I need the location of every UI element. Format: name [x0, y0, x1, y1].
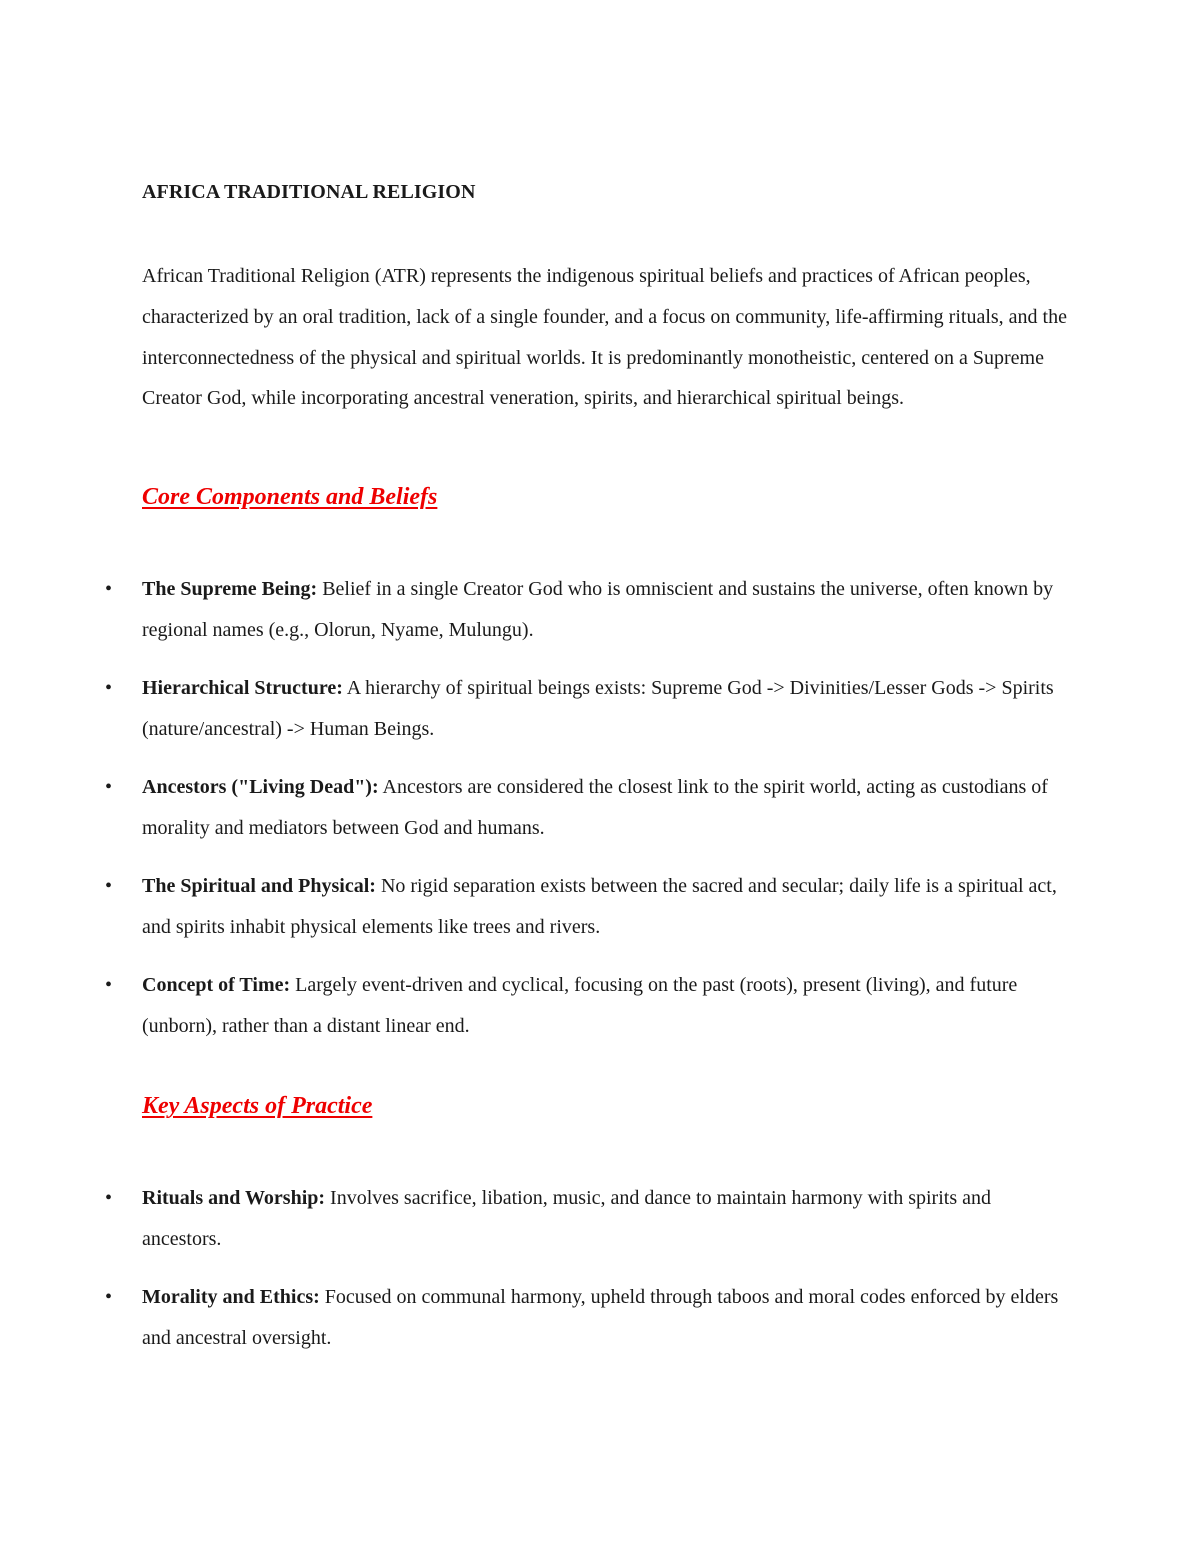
- list-item-text: Ancestors are considered the closest link to the spirit world, acting as custodians of morality and mediators between God and humans.: [142, 776, 1048, 839]
- list-item-text: A hierarchy of spiritual beings exists: Supreme God -> Divinities/Lesser Gods -> Spirits (nature/ancestral) -> Human Beings.: [142, 677, 1054, 740]
- section-heading-key-aspects: Key Aspects of Practice: [142, 1093, 373, 1120]
- bullet-icon: •: [105, 578, 113, 601]
- list-item-term: The Supreme Being:: [142, 578, 318, 601]
- bullet-icon: •: [105, 974, 113, 997]
- list-item-text: No rigid separation exists between the sacred and secular; daily life is a spiritual act, and spirits inhabit physical elements like trees and rivers.: [142, 875, 1057, 938]
- list-item: [105, 767, 1067, 848]
- list-item: [105, 965, 1067, 1046]
- list-item-term: Rituals and Worship:: [142, 1187, 326, 1210]
- list-item: [105, 866, 1067, 947]
- bullet-icon: •: [105, 875, 113, 898]
- list-item: [105, 569, 1067, 650]
- bullet-icon: •: [105, 776, 113, 799]
- document-title: AFRICA TRADITIONAL RELIGION: [142, 181, 476, 203]
- document-page: [105, 178, 1067, 1376]
- bullet-icon: •: [105, 1187, 113, 1210]
- core-components-list: [105, 569, 1067, 1046]
- list-item: [105, 1178, 1067, 1259]
- bullet-icon: •: [105, 1286, 113, 1309]
- list-item-term: Morality and Ethics:: [142, 1286, 320, 1309]
- bullet-icon: •: [105, 677, 113, 700]
- list-item-text: Largely event-driven and cyclical, focusing on the past (roots), present (living), and future (unborn), rather than a distant linear end.: [142, 974, 1018, 1037]
- list-item-term: Ancestors ("Living Dead"):: [142, 776, 379, 799]
- list-item-term: Concept of Time:: [142, 974, 291, 997]
- section-heading-core-components: Core Components and Beliefs: [142, 484, 438, 511]
- list-item-term: The Spiritual and Physical:: [142, 875, 376, 898]
- list-item-text: Involves sacrifice, libation, music, and dance to maintain harmony with spirits and ancestors.: [142, 1187, 991, 1250]
- list-item-text: Belief in a single Creator God who is omniscient and sustains the universe, often known by regional names (e.g., Olorun, Nyame, Mulungu).: [142, 578, 1054, 641]
- list-item: [105, 668, 1067, 749]
- list-item-term: Hierarchical Structure:: [142, 677, 343, 700]
- key-aspects-list: [105, 1178, 1067, 1358]
- list-item: [105, 1277, 1067, 1358]
- intro-paragraph: African Traditional Religion (ATR) represents the indigenous spiritual beliefs and practices of African peoples, characterized by an oral tradition, lack of a single founder, and a focus on community, life-affirming rituals, and the interconnectedness of the physical and spiritual worlds. It is predominantly monotheistic, centered on a Supreme Creator God, while incorporating ancestral veneration, spirits, and hierarchical spiritual beings.: [142, 265, 1067, 410]
- list-item-text: Focused on communal harmony, upheld through taboos and moral codes enforced by elders and ancestral oversight.: [142, 1286, 1059, 1349]
